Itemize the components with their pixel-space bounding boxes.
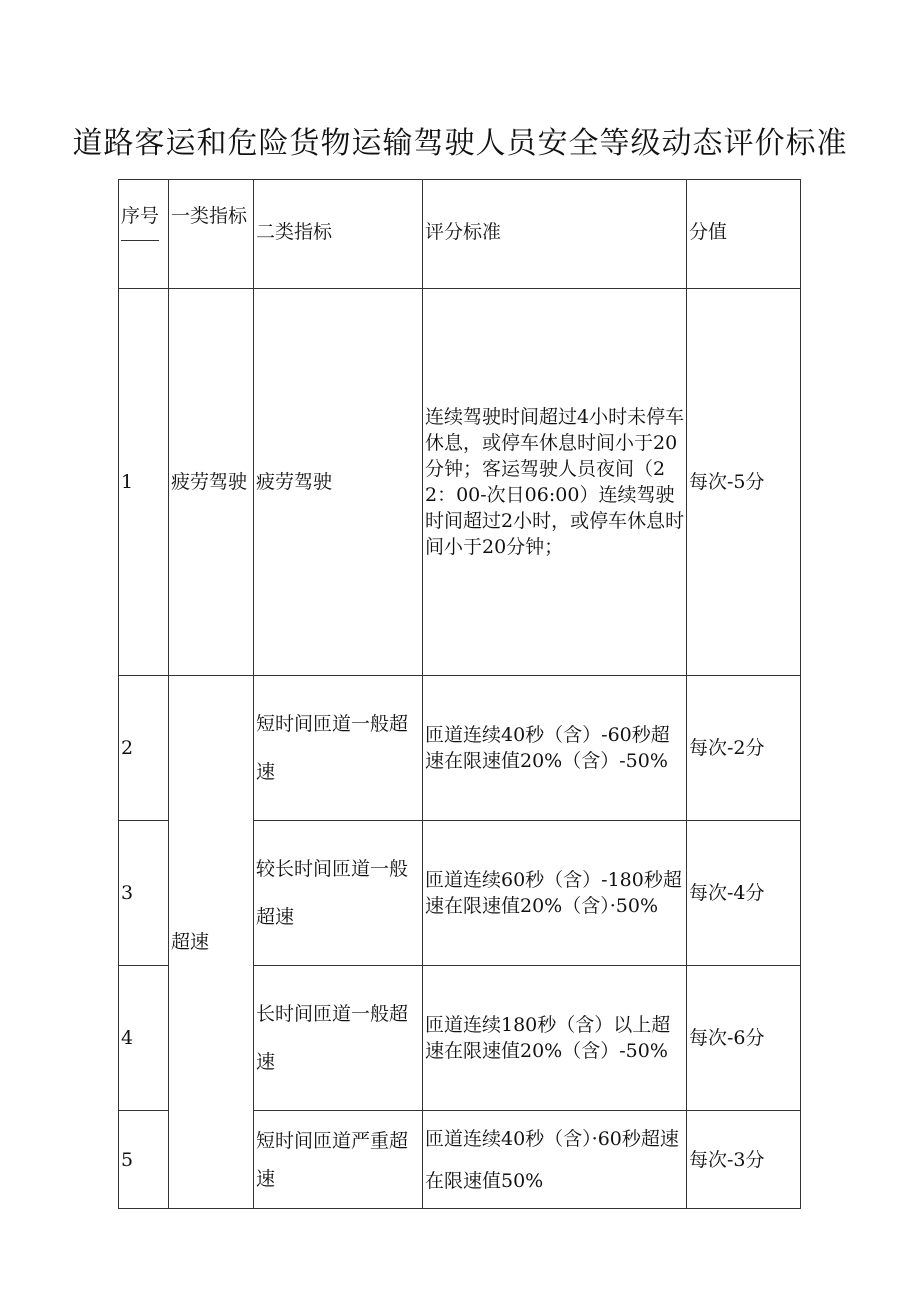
evaluation-standard-table	[118, 179, 801, 1209]
row-scoring-criteria: 匝道连续40秒（含）-60秒超速在限速值20%（含）-50%	[423, 676, 687, 821]
row-seq: 2	[119, 676, 169, 821]
row-seq: 5	[119, 1111, 169, 1209]
row-level2-indicator: 短时间匝道严重超速	[254, 1111, 423, 1209]
row-scoring-criteria: 匝道连续60秒（含）-180秒超速在限速值20%（含）·50%	[423, 821, 687, 966]
row-score: 每次-6分	[687, 966, 801, 1111]
header-seq: 序号	[119, 180, 169, 289]
row-level2-indicator: 较长时间匝道一般超速	[254, 821, 423, 966]
row-level2-indicator: 疲劳驾驶	[254, 289, 423, 676]
header-level1-indicator: 一类指标	[169, 180, 254, 289]
row-seq: 1	[119, 289, 169, 676]
header-level2-indicator: 二类指标	[254, 180, 423, 289]
row-seq: 4	[119, 966, 169, 1111]
row-scoring-criteria: 匝道连续40秒（含）·60秒超速在限速值50%	[423, 1111, 687, 1209]
page-title: 道路客运和危险货物运输驾驶人员安全等级动态评价标准	[72, 126, 848, 161]
header-score: 分值	[687, 180, 801, 289]
table-header-row	[119, 180, 801, 289]
table-row	[119, 676, 801, 821]
row-level1-indicator: 疲劳驾驶	[169, 289, 254, 676]
row-scoring-criteria: 匝道连续180秒（含）以上超速在限速值20%（含）-50%	[423, 966, 687, 1111]
header-scoring-criteria: 评分标准	[423, 180, 687, 289]
table-row	[119, 289, 801, 676]
row-score: 每次-4分	[687, 821, 801, 966]
row-score: 每次-5分	[687, 289, 801, 676]
row-score: 每次-3分	[687, 1111, 801, 1209]
row-level2-indicator: 长时间匝道一般超速	[254, 966, 423, 1111]
row-seq: 3	[119, 821, 169, 966]
row-scoring-criteria: 连续驾驶时间超过4小时未停车休息，或停车休息时间小于20分钟；客运驾驶人员夜间（22：00-次日06:00）连续驾驶时间超过2小时，或停车休息时间小于20分钟；	[423, 289, 687, 676]
row-score: 每次-2分	[687, 676, 801, 821]
row-level1-indicator: 超速	[169, 676, 254, 1209]
row-level2-indicator: 短时间匝道一般超速	[254, 676, 423, 821]
